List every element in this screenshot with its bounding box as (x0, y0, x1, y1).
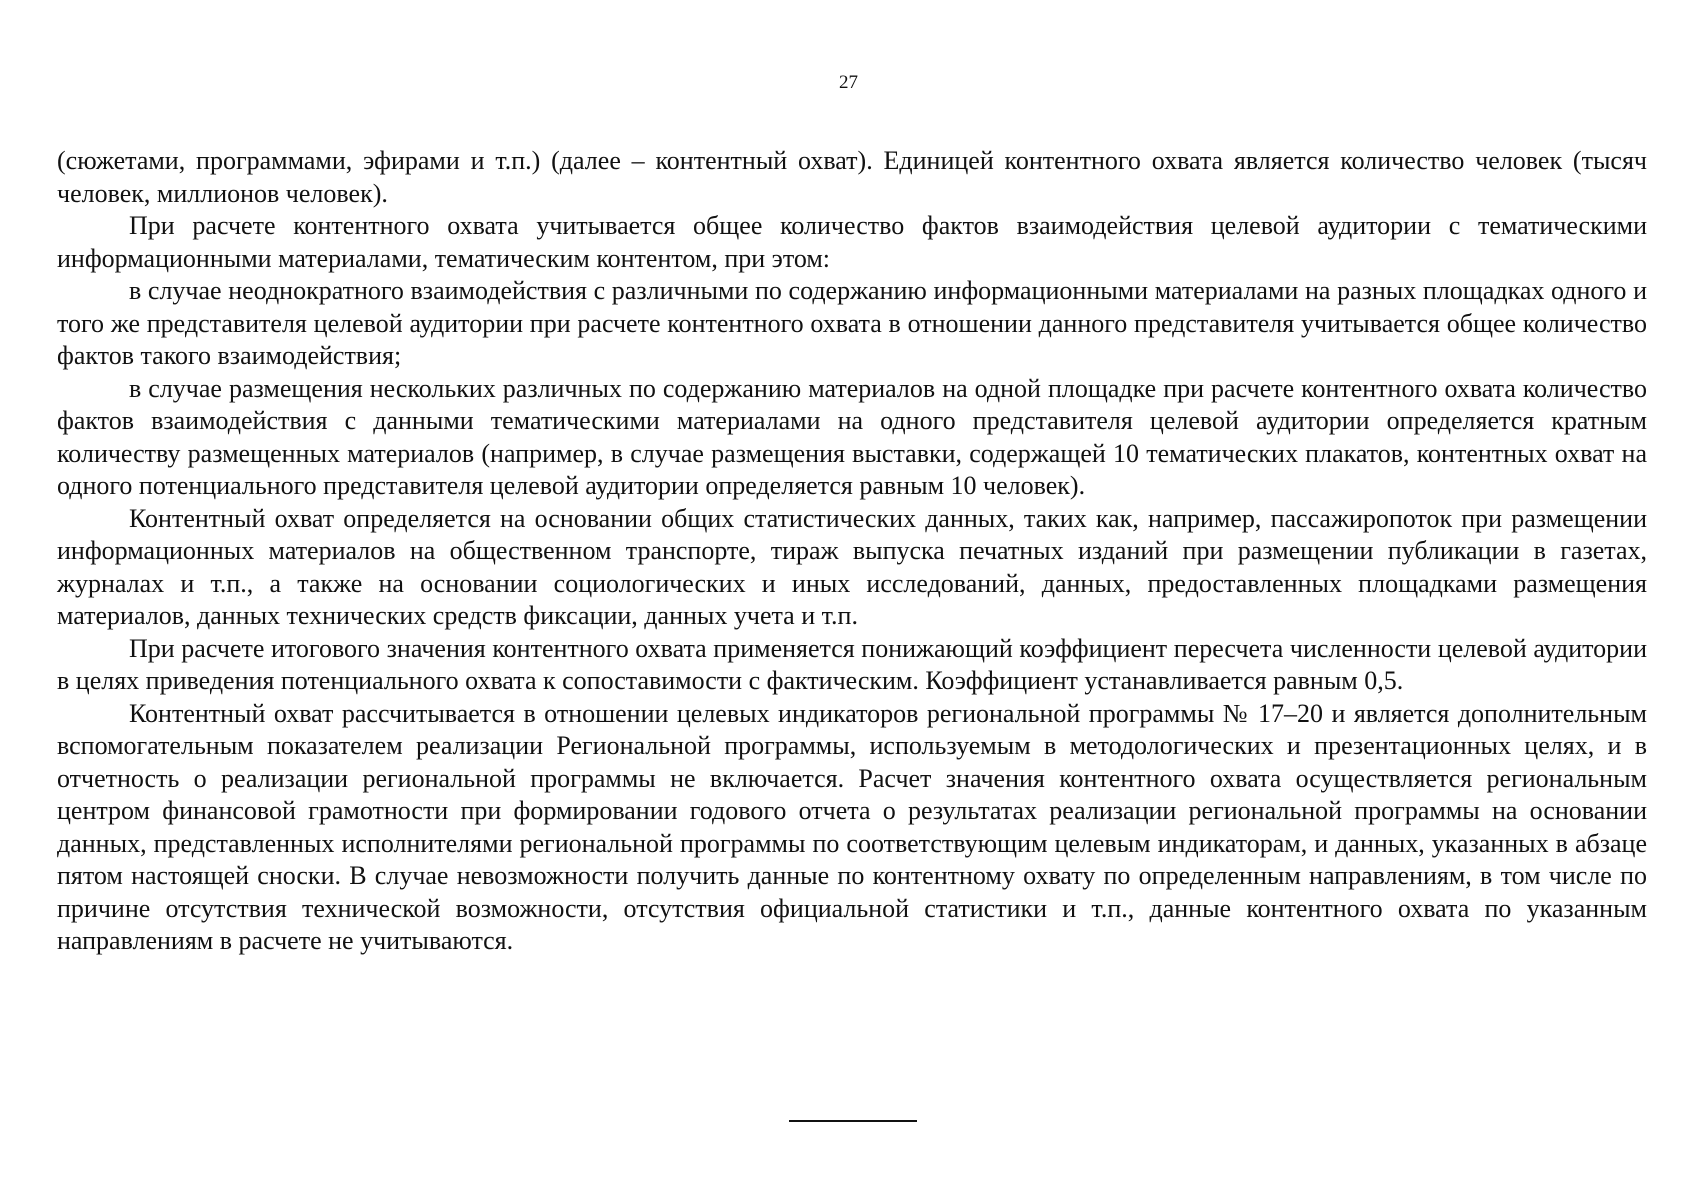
paragraph-indicator-scope: Контентный охват рассчитывается в отношении целевых индикаторов региональной программы № 17–20 и является дополнительным вспомогательным показателем реализации Региональной программы, используемым в методологических и презентационных целях, и в отчетность о реализации региональной программы не включается. Расчет значения контентного охвата осуществляется региональным центром финансовой грамотности при формировании годового отчета о результатах реализации региональной программы на основании данных, представленных исполнителями региональной программы по соответствующим целевым индикаторам, и данных, указанных в абзаце пятом настоящей сноски. В случае невозможности получить данные по контентному охвату по определенным направлениям, в том числе по причине отсутствия технической возможности, отсутствия официальной статистики и т.п., данные контентного охвата по указанным направлениям в расчете не учитываются. (57, 698, 1647, 955)
paragraph-statistical-basis: Контентный охват определяется на основании общих статистических данных, таких как, например, пассажиропоток при размещении информационных материалов на общественном транспорте, тираж выпуска печатных изданий при размещении публикации в газетах, журналах и т.п., а также на основании социологических и иных исследований, данных, предоставленных площадками размещения материалов, данных технических средств фиксации, данных учета и т.п. (57, 503, 1647, 630)
body-text (57, 145, 1647, 958)
paragraph-calculation-intro: При расчете контентного охвата учитывается общее количество фактов взаимодействия целевой аудитории с тематическими информационными материалами, тематическим контентом, при этом: (57, 211, 1647, 273)
paragraph-multiple-materials: в случае размещения нескольких различных по содержанию материалов на одной площадке при расчете контентного охвата количество фактов взаимодействия с данными тематическими материалами на одного представителя целевой аудитории определяется кратным количеству размещенных материалов (например, в случае размещения выставки, содержащей 10 тематических плакатов, контентных охват на одного потенциального представителя целевой аудитории определяется равным 10 человек). (57, 373, 1647, 500)
page-number: 27 (839, 72, 858, 93)
footnote-separator-line (789, 1120, 917, 1122)
paragraph-continuation: (сюжетами, программами, эфирами и т.п.) (далее – контентный охват). Единицей контентного охвата является количество человек (тысяч человек, миллионов человек). (57, 146, 1647, 208)
paragraph-reduction-coefficient: При расчете итогового значения контентного охвата применяется понижающий коэффициент пересчета численности целевой аудитории в целях приведения потенциального охвата к сопоставимости с фактическим. Коэффициент устанавливается равным 0,5. (57, 633, 1647, 695)
paragraph-repeated-interaction: в случае неоднократного взаимодействия с различными по содержанию информационными материалами на разных площадках одного и того же представителя целевой аудитории при расчете контентного охвата в отношении данного представителя учитывается общее количество фактов такого взаимодействия; (57, 276, 1647, 370)
